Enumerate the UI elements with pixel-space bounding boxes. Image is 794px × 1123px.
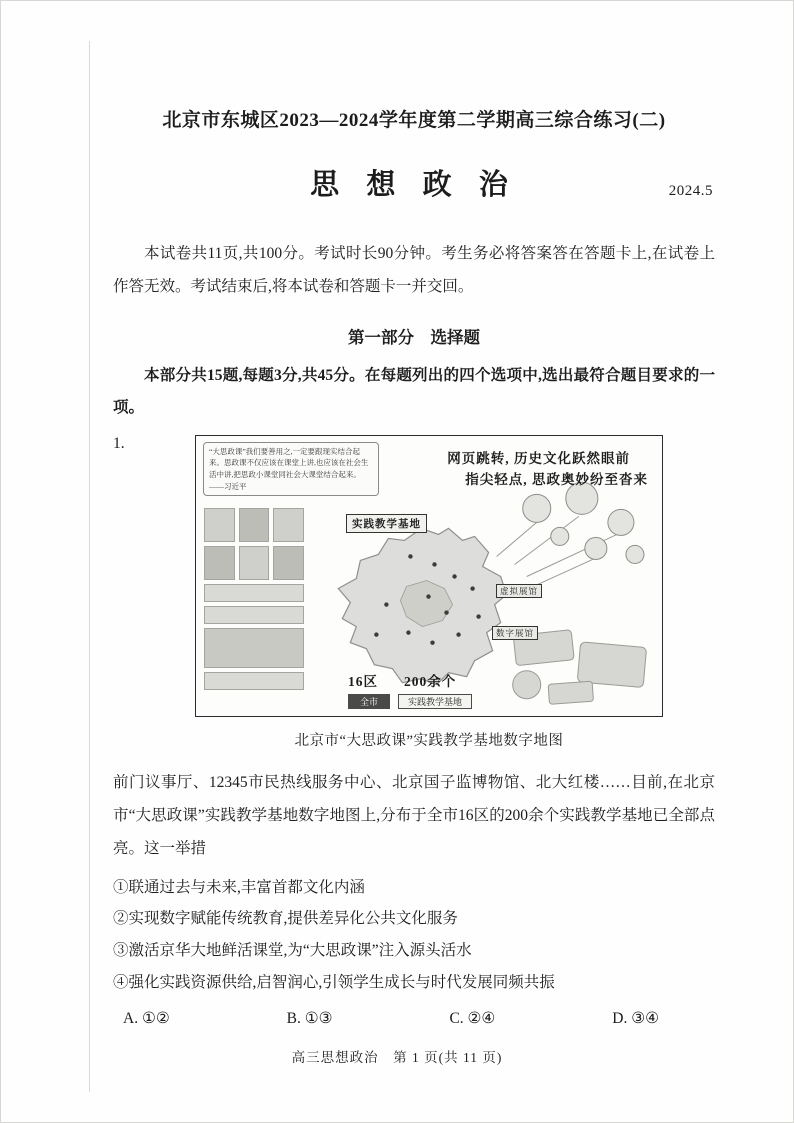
figure-headline (447, 448, 648, 491)
legend-citywide: 全市 (348, 694, 390, 709)
screenshot-strip (204, 606, 304, 624)
question-stem: 前门议事厅、12345市民热线服务中心、北京国子监博物馆、北大红楼……目前,在北京市“大思政课”实践教学基地数字地图上,分布于全市16区的200余个实践教学基地已全部点亮。这一举措 (113, 773, 715, 858)
thumbnail (204, 508, 235, 542)
choice-a: A. ①② (123, 1009, 170, 1027)
scan-artifact-line (89, 41, 90, 1092)
figure-caption: 北京市“大思政课”实践教学基地数字地图 (294, 732, 564, 749)
map-label-digital-hall: 数字展馆 (492, 626, 538, 640)
choice-b: B. ①③ (286, 1009, 333, 1027)
stat-districts: 16区 (348, 673, 378, 689)
thumbnail (239, 508, 270, 542)
section-title: 第一部分 选择题 (348, 327, 480, 347)
screenshot-strip (204, 584, 304, 602)
figure-legend (348, 694, 472, 709)
headline-line2: 指尖轻点, 思政奥妙纷至沓来 (465, 472, 648, 488)
screenshot-panel (204, 628, 304, 668)
question-figure (195, 435, 663, 717)
choice-d: D. ③④ (612, 1009, 659, 1027)
legend-practice-base: 实践教学基地 (398, 694, 472, 709)
map-label-virtual-hall: 虚拟展馆 (496, 584, 542, 598)
screenshot-strip (204, 672, 304, 690)
choice-c: C. ②④ (449, 1009, 496, 1027)
quote-box: “大思政课”我们要善用之,一定要跟现实结合起来。思政课不仅应该在课堂上讲,也应该在社会生活中讲,把思政小课堂同社会大课堂结合起来。——习近平 (203, 442, 379, 497)
option-2: ②实现数字赋能传统教育,提供差异化公共文化服务 (113, 910, 458, 928)
thumbnail (239, 546, 270, 580)
thumbnail (273, 546, 304, 580)
option-4: ④强化实践资源供给,启智润心,引领学生成长与时代发展同频共振 (113, 973, 555, 991)
section-instructions: 本部分共15题,每题3分,共45分。在每题列出的四个选项中,选出最符合题目要求的一项。 (113, 366, 715, 417)
page-footer: 高三思想政治 第 1 页(共 11 页) (291, 1050, 503, 1065)
exam-instructions: 本试卷共11页,共100分。考试时长90分钟。考生务必将答案答在答题卡上,在试卷上作答无效。考试结束后,将本试卷和答题卡一并交回。 (113, 245, 715, 296)
exam-date: 2024.5 (668, 183, 713, 199)
figure-statistics (348, 670, 456, 690)
thumbnail (204, 546, 235, 580)
option-3: ③激活京华大地鲜活课堂,为“大思政课”注入源头活水 (113, 942, 472, 960)
subject-title: 思 想 政 治 (310, 169, 518, 201)
answer-choices (113, 1007, 715, 1028)
question-options (113, 872, 715, 999)
thumbnail (273, 508, 304, 542)
question-number: 1. (113, 434, 125, 452)
figure-thumbnails (204, 508, 304, 690)
headline-line1: 网页跳转, 历史文化跃然眼前 (447, 450, 630, 466)
subject-row (113, 162, 715, 203)
map-label-practice-base: 实践教学基地 (346, 514, 427, 533)
option-1: ①联通过去与未来,丰富首都文化内涵 (113, 878, 365, 896)
exam-header-title: 北京市东城区2023—2024学年度第二学期高三综合练习(二) (162, 110, 666, 131)
stat-count: 200余个 (404, 673, 457, 689)
question-1-row (113, 435, 715, 717)
